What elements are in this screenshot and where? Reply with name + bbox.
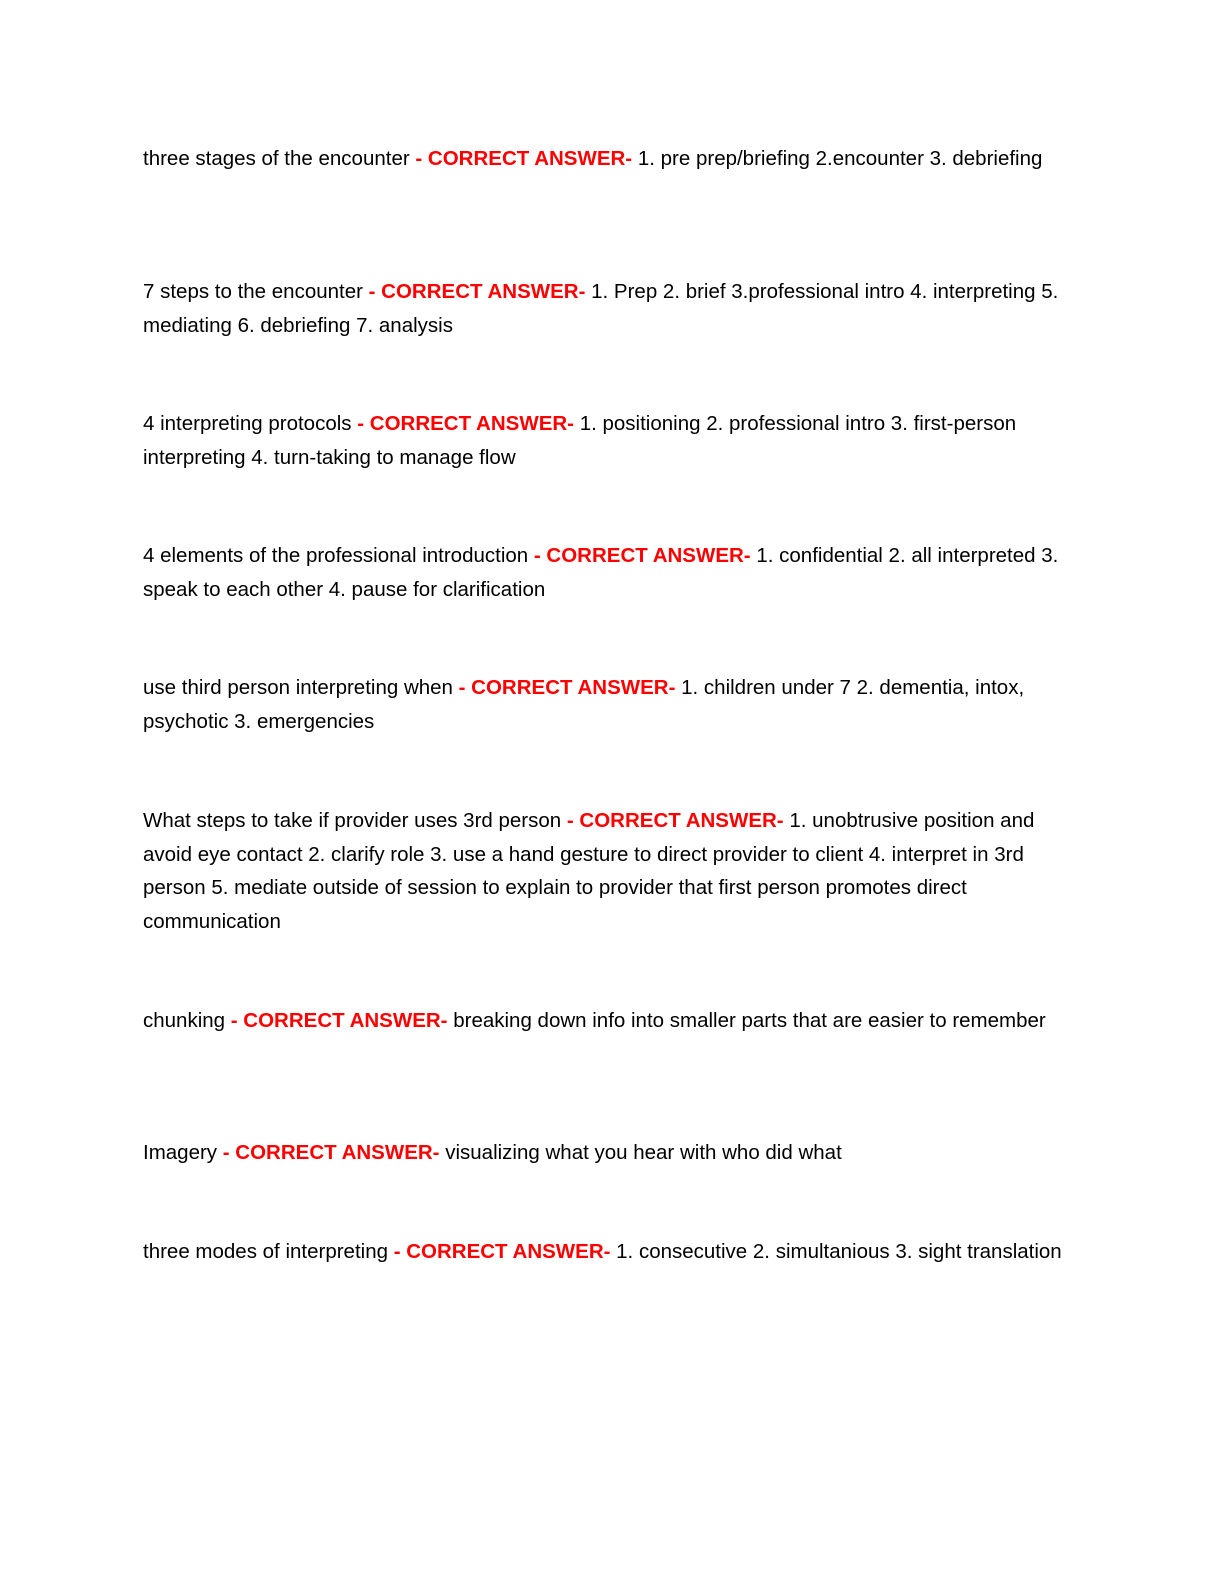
correct-answer-marker: - CORRECT ANSWER-: [225, 1009, 454, 1032]
qa-item: [143, 539, 1073, 606]
correct-answer-marker: - CORRECT ANSWER-: [362, 280, 592, 303]
answer-text: visualizing what you hear with who did what: [445, 1141, 842, 1164]
correct-answer-marker: - CORRECT ANSWER-: [351, 412, 580, 435]
qa-item: [143, 671, 1073, 738]
answer-text: breaking down info into smaller parts that are easier to remember: [453, 1009, 1046, 1032]
question-text: three modes of interpreting: [143, 1240, 388, 1263]
question-text: 7 steps to the encounter: [143, 280, 363, 303]
qa-item: [143, 1235, 1062, 1269]
qa-item: [143, 142, 1042, 176]
correct-answer-marker: - CORRECT ANSWER-: [217, 1141, 446, 1164]
answer-text: 1. confidential 2. all interpreted 3. speak to each other 4. pause for clarification: [143, 544, 1059, 601]
answer-text: 1. Prep 2. brief 3.professional intro 4. interpreting 5. mediating 6. debriefing 7. analysis: [143, 280, 1059, 337]
qa-item: [143, 407, 1073, 474]
question-text: three stages of the encounter: [143, 147, 410, 170]
question-text: chunking: [143, 1009, 226, 1032]
correct-answer-marker: - CORRECT ANSWER-: [561, 809, 790, 832]
question-text: Imagery: [143, 1141, 218, 1164]
answer-text: 1. pre prep/briefing 2.encounter 3. debriefing: [637, 147, 1043, 170]
question-text: What steps to take if provider uses 3rd person: [143, 809, 562, 832]
qa-item: [143, 804, 1073, 938]
correct-answer-marker: - CORRECT ANSWER-: [388, 1240, 617, 1263]
question-text: use third person interpreting when: [143, 676, 453, 699]
qa-item: [143, 1136, 842, 1170]
qa-item: [143, 275, 1073, 342]
qa-item: [143, 1004, 1046, 1038]
answer-text: 1. children under 7 2. dementia, intox, psychotic 3. emergencies: [143, 676, 1025, 733]
answer-text: 1. consecutive 2. simultanious 3. sight translation: [616, 1240, 1062, 1263]
correct-answer-marker: - CORRECT ANSWER-: [528, 544, 757, 567]
correct-answer-marker: - CORRECT ANSWER-: [409, 147, 638, 170]
question-text: 4 interpreting protocols: [143, 412, 352, 435]
answer-text: 1. positioning 2. professional intro 3. first-person interpreting 4. turn-taking to manage flow: [143, 412, 1017, 469]
correct-answer-marker: - CORRECT ANSWER-: [452, 676, 682, 699]
answer-text: 1. unobtrusive position and avoid eye contact 2. clarify role 3. use a hand gesture to direct provider to client 4. interpret in 3rd person 5. mediate outside of session to explain to provider that first person promotes direct communication: [143, 809, 1035, 933]
question-text: 4 elements of the professional introduction: [143, 544, 529, 567]
